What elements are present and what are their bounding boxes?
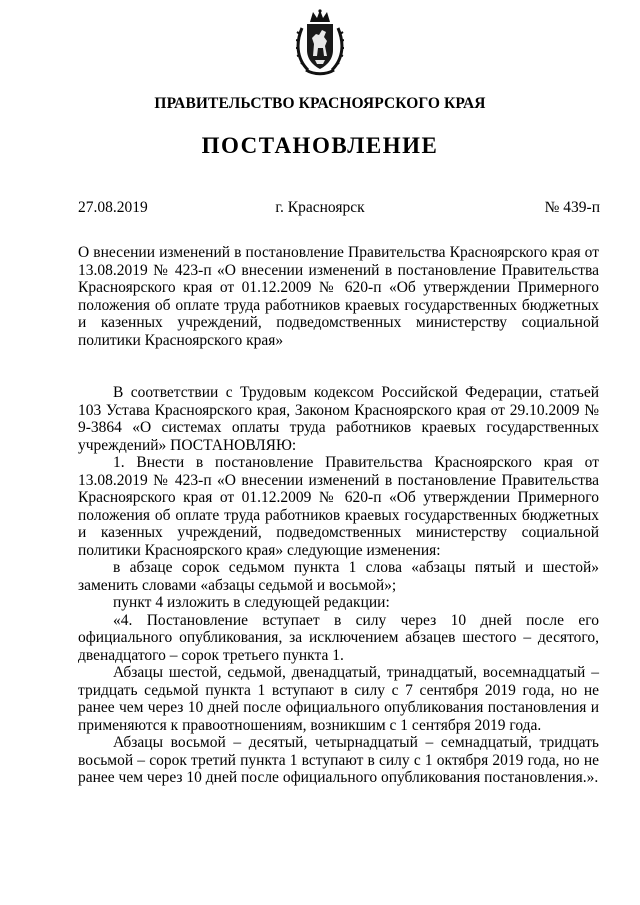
document-number: № 439-п [544,199,600,216]
subject-text: О внесении изменений в постановление Правительства Красноярского края от 13.08.2019 № 423-п «О внесении изменений в постановление Правительства Красноярского края от 01.12.2009 № 620-п «Об утверждении Примерного положения об оплате труда работников краевых государственных бюджетных и казенных учреждений, подведомственных министерству социальной политики Красноярского края» [78,244,599,349]
government-title: ПРАВИТЕЛЬСТВО КРАСНОЯРСКОГО КРАЯ [154,95,486,112]
body-paragraph: в абзаце сорок седьмом пункта 1 слова «абзацы пятый и шестой» заменить словами «абзацы седьмой и восьмой»; [78,559,599,594]
coat-of-arms-emblem [296,8,344,76]
body-paragraph: Абзацы шестой, седьмой, двенадцатый, тринадцатый, восемнадцатый – тридцать седьмой пункта 1 вступают в силу с 7 сентября 2019 года, но не ранее чем через 10 дней после официального опубликования постановления и применяются к правоотношениям, возникшим с 1 сентября 2019 года. [78,664,599,734]
document-body [78,384,599,787]
body-paragraph: «4. Постановление вступает в силу через 10 дней после его официального опубликования, за исключением абзацев шестого – десятого, двенадцатого – сорок третьего пункта 1. [78,611,599,664]
document-type-title: ПОСТАНОВЛЕНИЕ [201,133,439,158]
body-paragraph: Абзацы восьмой – десятый, четырнадцатый – семнадцатый, тридцать восьмой – сорок третий пункта 1 вступают в силу с 1 октября 2019 года, но не ранее чем через 10 дней после официального опубликования постановления.». [78,734,599,786]
document-city: г. Красноярск [275,199,365,216]
document-subject [78,244,599,349]
document-date: 27.08.2019 [78,199,148,216]
body-paragraph: пункт 4 изложить в следующей редакции: [113,594,390,611]
body-paragraph: 1. Внести в постановление Правительства Красноярского края от 13.08.2019 № 423-п «О внесении изменений в постановление Правительства Красноярского края от 01.12.2009 № 620-п «Об утверждении Примерного положения об оплате труда работников краевых государственных бюджетных и казенных учреждений, подведомственных министерству социальной политики Красноярского края» следующие изменения: [78,454,599,559]
body-paragraph: В соответствии с Трудовым кодексом Российской Федерации, статьей 103 Устава Красноярского края, Законом Красноярского края от 29.10.2009 № 9-3864 «О системах оплаты труда работников краевых государственных учреждений» ПОСТАНОВЛЯЮ: [78,384,599,454]
